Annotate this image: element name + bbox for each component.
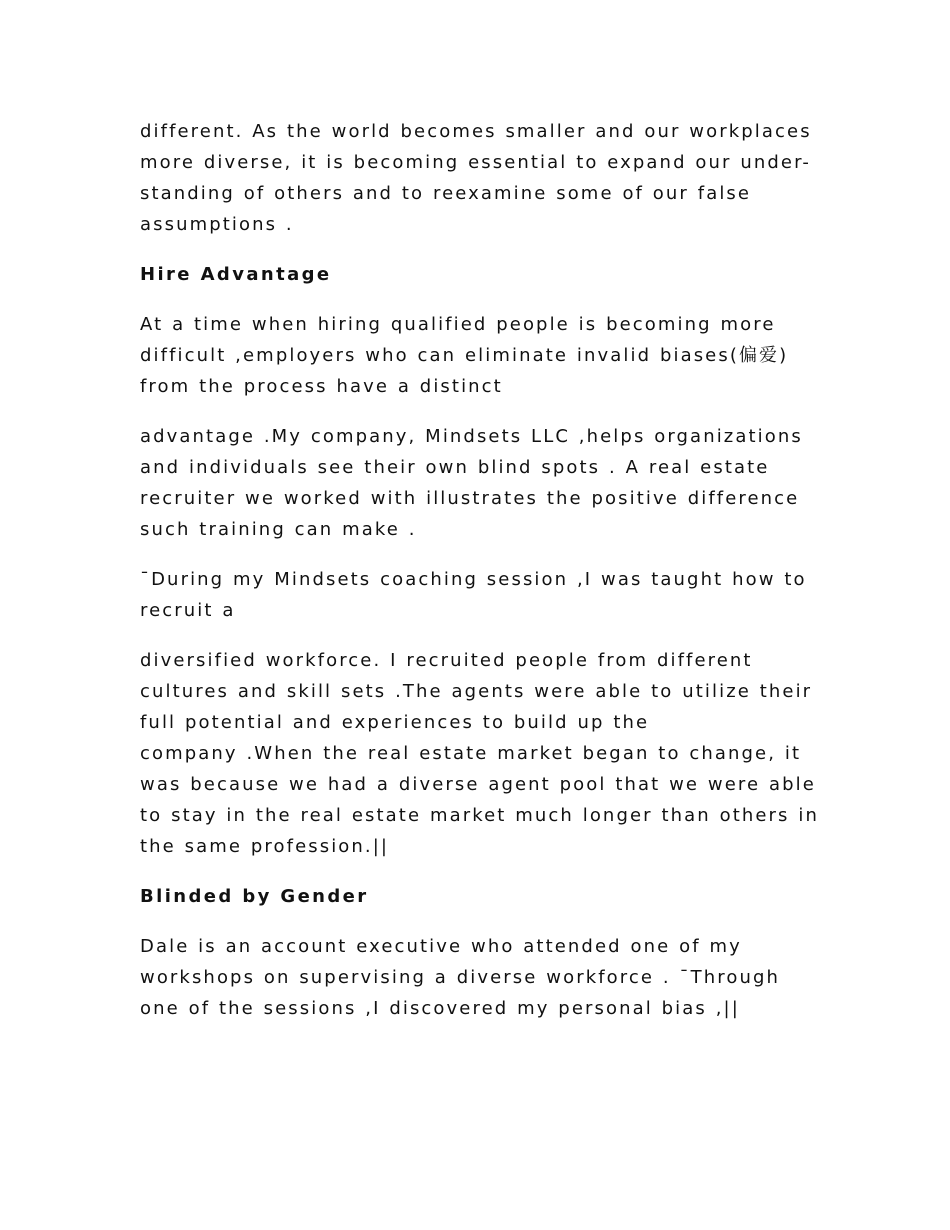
text-line: such training can make . [140, 519, 417, 540]
text-line: was because we had a diverse agent pool that we were able [140, 774, 816, 795]
text-line: diversified workforce. I recruited people from different [140, 650, 753, 671]
text-line: different. As the world becomes smaller and our workplaces [140, 121, 812, 142]
text-line: assumptions . [140, 214, 294, 235]
paragraph-hiring [140, 309, 820, 402]
text-line: recruiter we worked with illustrates the positive difference [140, 488, 800, 509]
text-line: advantage .My company, Mindsets LLC ,helps organizations [140, 426, 803, 447]
text-line: one of the sessions ,I discovered my personal bias ,|| [140, 998, 740, 1019]
text-line: company .When the real estate market began to change, it [140, 743, 802, 764]
paragraph-workforce [140, 645, 820, 862]
paragraph-coaching [140, 564, 820, 626]
text-line: Dale is an account executive who attended one of my [140, 936, 742, 957]
text-line: standing of others and to reexamine some of our false [140, 183, 752, 204]
text-line: and individuals see their own blind spots . A real estate [140, 457, 770, 478]
paragraph-advantage [140, 421, 820, 545]
text-line: the same profession.|| [140, 836, 390, 857]
text-line: full potential and experiences to build up the [140, 712, 650, 733]
paragraph-intro [140, 116, 820, 240]
text-line: At a time when hiring qualified people is becoming more [140, 314, 776, 335]
text-line: workshops on supervising a diverse workforce . ¯Through [140, 967, 780, 988]
text-line: ¯During my Mindsets coaching session ,I was taught how to [140, 569, 807, 590]
text-line: from the process have a distinct [140, 376, 503, 397]
text-line: cultures and skill sets .The agents were able to utilize their [140, 681, 813, 702]
text-line: to stay in the real estate market much longer than others in [140, 805, 819, 826]
paragraph-dale [140, 931, 820, 1024]
document-page [140, 116, 820, 1043]
text-line: difficult ,employers who can eliminate invalid biases(偏爱) [140, 345, 789, 366]
text-line: recruit a [140, 600, 236, 621]
section-heading-blinded-by-gender: Blinded by Gender [140, 886, 369, 907]
section-heading-hire-advantage: Hire Advantage [140, 264, 332, 285]
text-line: more diverse, it is becoming essential to expand our under- [140, 152, 812, 173]
